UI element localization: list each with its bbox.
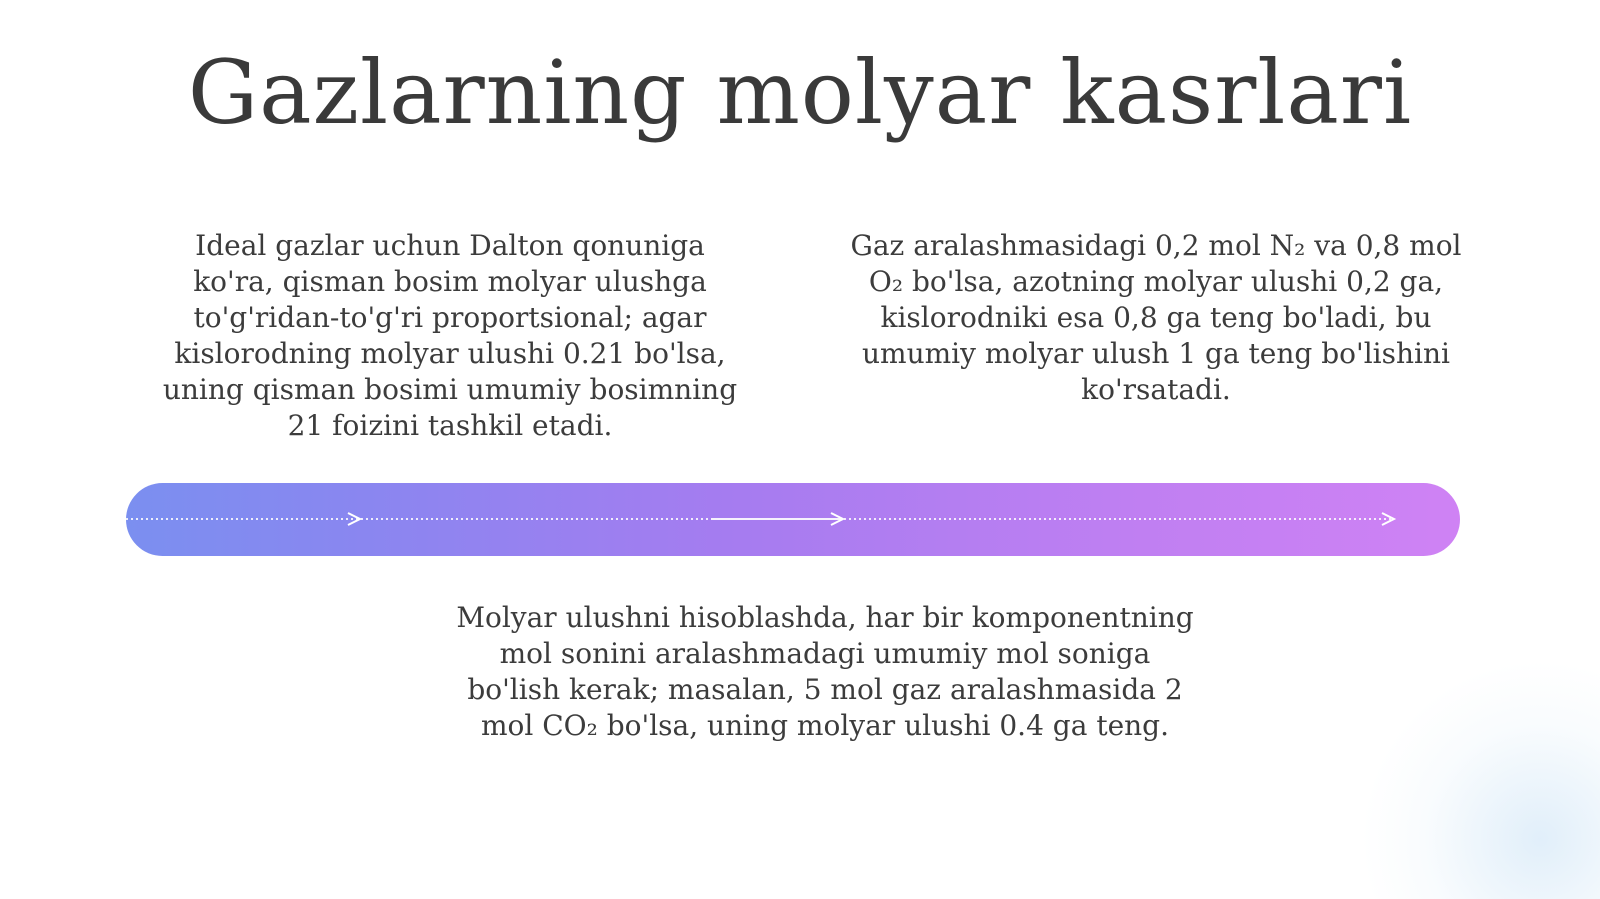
- timeline-bar: [126, 483, 1460, 556]
- corner-glow-decoration: [1360, 659, 1600, 899]
- text-block-bottom: Molyar ulushni hisoblashda, har bir komponentning mol sonini aralashmadagi umumiy mol soniga bo'lish kerak; masalan, 5 mol gaz aralashmasida 2 mol CO₂ bo'lsa, uning molyar ulushi 0.4 ga teng.: [456, 601, 1194, 742]
- timeline-arrows: [126, 483, 1460, 556]
- arrow-right-icon: [1382, 513, 1394, 525]
- arrow-right-icon: [348, 513, 360, 525]
- text-block-left: Ideal gazlar uchun Dalton qonuniga ko'ra, qisman bosim molyar ulushga to'g'ridan-to'g'ri proportsional; agar kislorodning molyar ulushi 0.21 bo'lsa, uning qisman bosimi umumiy bosimning 21 foizini tashkil etadi.: [162, 229, 738, 442]
- slide-title: Gazlarning molyar kasrlari: [187, 41, 1413, 144]
- text-block-right: Gaz aralashmasidagi 0,2 mol N₂ va 0,8 mol O₂ bo'lsa, azotning molyar ulushi 0,2 ga, kislorodniki esa 0,8 ga teng bo'ladi, bu umumiy molyar ulush 1 ga teng bo'lishini ko'rsatadi.: [850, 229, 1462, 406]
